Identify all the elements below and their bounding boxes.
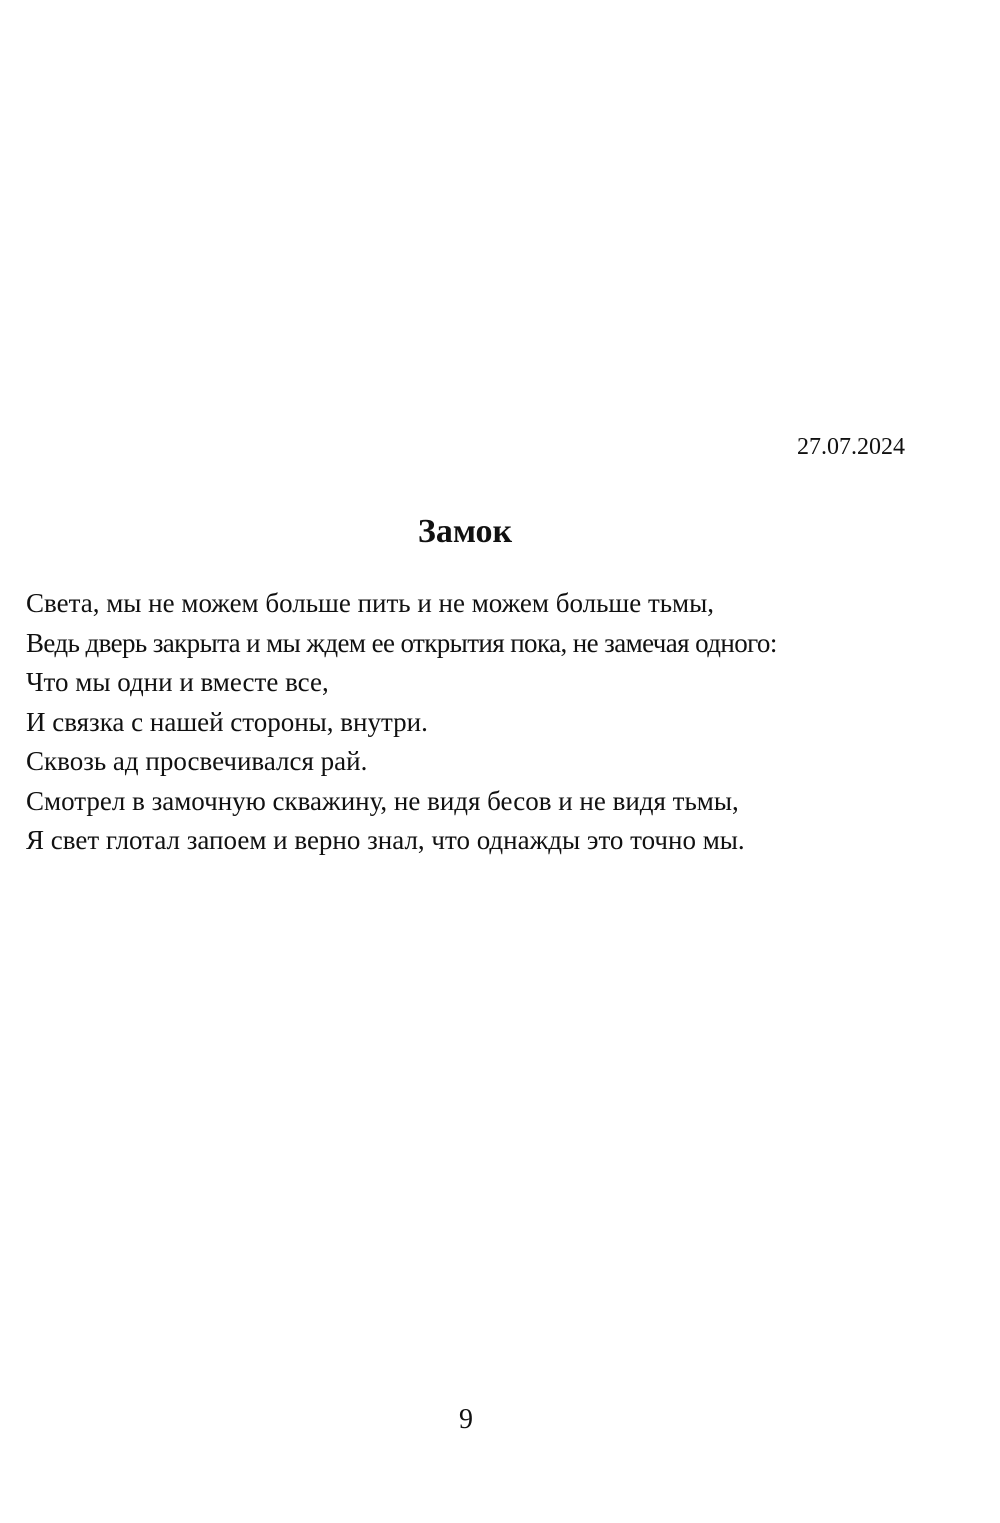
page-number: 9 [459, 1404, 473, 1435]
poem-line: Ведь дверь закрыта и мы ждем ее открытия пока, не замечая одного: [26, 627, 777, 658]
poem-line: Я свет глотал запоем и верно знал, что однажды это точно мы. [26, 825, 745, 855]
poem-body [26, 584, 966, 861]
poem-line: Что мы одни и вместе все, [26, 667, 329, 697]
poem-line: И связка с нашей стороны, внутри. [26, 706, 428, 737]
poem-line: Сквозь ад просвечивался рай. [26, 746, 368, 776]
poem-line: Смотрел в замочную скважину, не видя бесов и не видя тьмы, [26, 785, 739, 816]
poem-title: Замок [417, 513, 513, 550]
poem-date: 27.07.2024 [797, 434, 905, 460]
poem-line: Света, мы не можем больше пить и не можем больше тьмы, [26, 588, 715, 618]
